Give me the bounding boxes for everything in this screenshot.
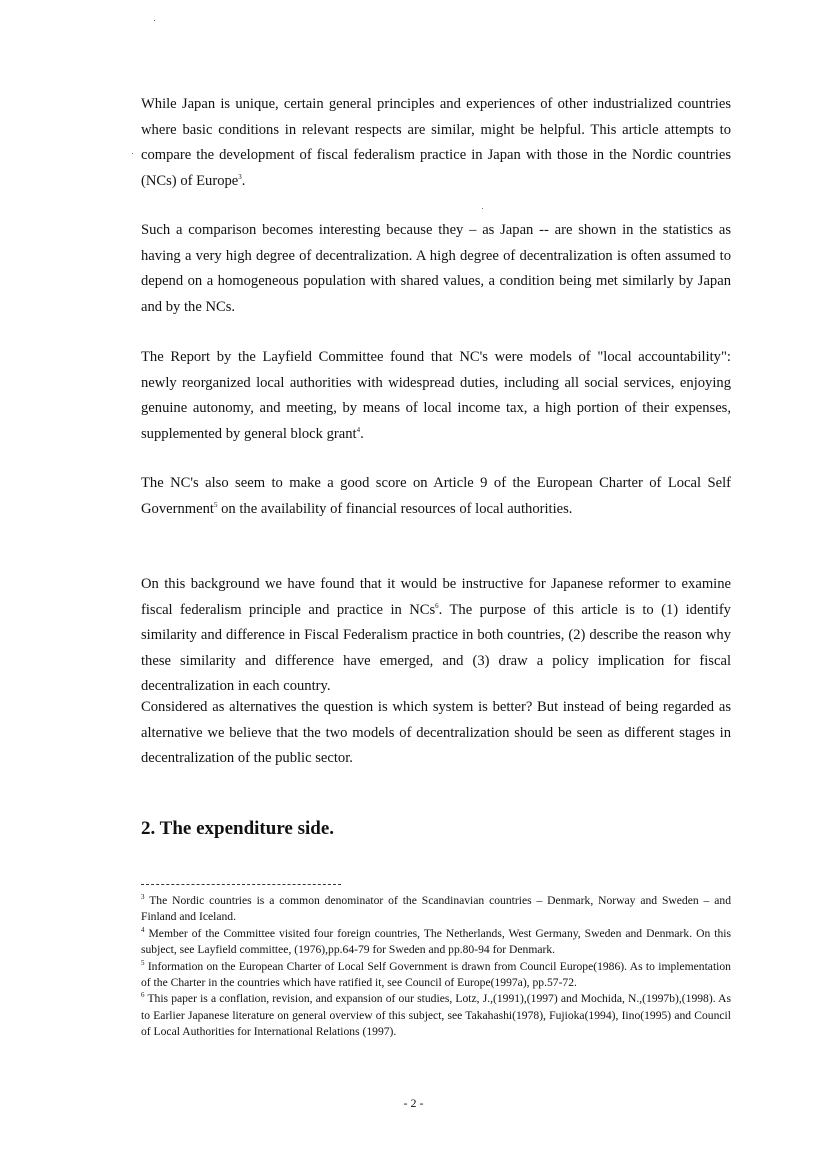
footnote-mark: 6 xyxy=(141,991,145,1000)
paragraph-3 xyxy=(141,345,731,447)
paragraph-text: The NC's also seem to make a good score on Article 9 of the European Charter of Local Self Government xyxy=(141,475,731,517)
paragraph-text: The Report by the Layfield Committee found that NC's were models of "local accountability": newly reorganized local authorities with widespread duties, including all social services, enjoying genuine autonomy, and meeting, by means of local income tax, a high portion of their expenses, supplemented by general block grant xyxy=(141,349,731,442)
footnote-text: Member of the Committee visited four foreign countries, The Netherlands, West Germany, Sweden and Denmark. On this subject, see Layfield committee, (1976),pp.64-79 for Sweden and pp.80-94 for Denmark. xyxy=(141,926,731,957)
paragraph-tail: . xyxy=(241,172,246,189)
paragraph-text: On this background we have found that it would be instructive for Japanese reformer to examine fiscal federalism principle and practice in NCs xyxy=(141,576,731,618)
paragraph-tail: on the availability of financial resources of local authorities. xyxy=(217,500,573,517)
footnote-6 xyxy=(141,991,731,1040)
footnote-divider xyxy=(141,884,341,885)
footnote-ref-4: 4 xyxy=(356,425,361,434)
footnote-mark: 4 xyxy=(141,925,145,934)
scan-speck xyxy=(154,20,155,21)
footnote-text: Information on the European Charter of Local Self Government is drawn from Council Europe(1986). As to implementation of the Charter in the countries which have ratified it, see Council of Europe(1997a), pp.57-72. xyxy=(141,959,731,990)
paragraph-text: Such a comparison becomes interesting because they – as Japan -- are shown in the statistics as having a very high degree of decentralization. A high degree of decentralization is often assumed to depend on a homogeneous population with shared values, a condition being met similarly by Japan and by the NCs. xyxy=(141,222,731,315)
paragraph-5 xyxy=(141,572,731,700)
footnote-mark: 3 xyxy=(141,893,145,902)
footnotes xyxy=(141,893,731,1041)
footnote-mark: 5 xyxy=(141,958,145,967)
paragraph-4 xyxy=(141,471,731,522)
paragraph-text: While Japan is unique, certain general principles and experiences of other industrialized countries where basic conditions in relevant respects are similar, might be helpful. This article attempts to compare the development of fiscal federalism practice in Japan with those in the Nordic countries (NCs) of Europe xyxy=(141,96,731,189)
paragraph-tail: . xyxy=(360,425,364,442)
footnote-3 xyxy=(141,893,731,926)
page-number: - 2 - xyxy=(403,1096,424,1110)
footnote-ref-3: 3 xyxy=(238,172,242,181)
footnote-text: This paper is a conflation, revision, and expansion of our studies, Lotz, J.,(1991),(1997) and Mochida, N.,(1997b),(1998). As to Earlier Japanese literature on general overview of this subject, see Takahashi(1978), Fujioka(1994), Iino(1995) and Council of Local Authorities for International Relations (1997). xyxy=(141,992,731,1039)
footnote-ref-5: 5 xyxy=(213,500,218,509)
paragraph-1 xyxy=(141,92,731,194)
footnote-4 xyxy=(141,926,731,959)
paragraph-6 xyxy=(141,695,731,772)
paragraph-text: Considered as alternatives the question is which system is better? But instead of being regarded as alternative we believe that the two models of decentralization should be seen as different stages in decentralization of the public sector. xyxy=(141,699,731,766)
section-heading: 2. The expenditure side. xyxy=(141,818,335,839)
scan-speck xyxy=(482,208,483,209)
scan-speck xyxy=(132,153,133,154)
footnote-text: The Nordic countries is a common denominator of the Scandinavian countries – Denmark, Norway and Sweden – and Finland and Iceland. xyxy=(141,894,731,924)
footnote-5 xyxy=(141,959,731,992)
paragraph-tail: . The purpose of this article is to (1) identify similarity and difference in Fiscal Federalism practice in both countries, (2) describe the reason why these similarity and difference have emerged, and (3) draw a policy implication for fiscal decentralization in each country. xyxy=(141,601,731,694)
paragraph-2 xyxy=(141,218,731,320)
footnote-ref-6: 6 xyxy=(435,601,439,610)
